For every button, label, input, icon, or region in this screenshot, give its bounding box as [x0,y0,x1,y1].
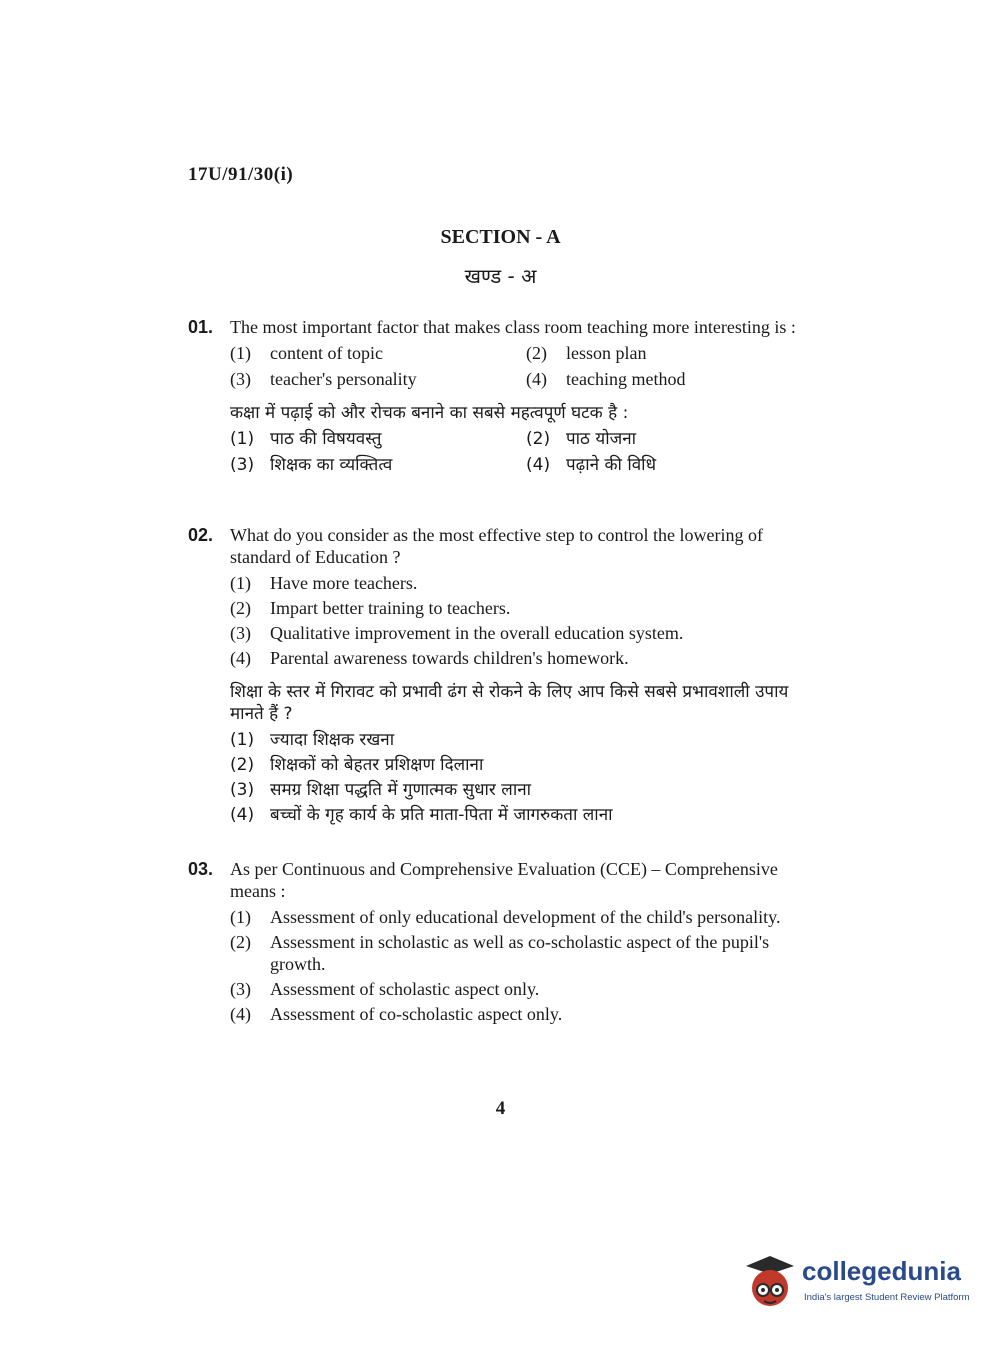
option [526,342,818,364]
option [230,622,818,644]
option-number: (1) [230,429,255,449]
option-text: teaching method [566,369,686,389]
option-text: Assessment in scholastic as well as co-scholastic aspect of the pupil's growth. [270,932,770,974]
question-2 [188,524,818,829]
question-text-hi: शिक्षा के स्तर में गिरावट को प्रभावी ढंग से रोकने के लिए आप किसे सबसे प्रभावशाली उपाय मानते हैं ? [230,682,789,724]
option-text: content of topic [270,343,383,363]
option-number: (1) [230,573,251,593]
options-hi [230,729,818,826]
option [230,572,818,594]
logo-name: collegedunia [802,1256,961,1286]
option-text: शिक्षकों को बेहतर प्रशिक्षण दिलाना [270,755,484,775]
option [230,931,818,975]
option [230,779,818,801]
option-text: Qualitative improvement in the overall education system. [270,623,684,643]
option-number: (4) [526,369,547,389]
option-text: बच्चों के गृह कार्य के प्रति माता-पिता में जागरुकता लाना [270,805,613,825]
option [230,804,818,826]
option [230,454,526,476]
option [230,597,818,619]
option [230,368,526,390]
options-en [230,342,818,390]
option-text: समग्र शिक्षा पद्धति में गुणात्मक सुधार लाना [270,780,532,800]
option-text: पाठ योजना [566,429,637,449]
option-text: Impart better training to teachers. [270,598,511,618]
option-number: (3) [230,369,251,389]
question-text-en: The most important factor that makes class room teaching more interesting is : [230,317,796,337]
section-title [0,226,1001,249]
option-text: Assessment of only educational development of the child's personality. [270,907,781,927]
mascot-icon [742,1250,798,1312]
option-text: lesson plan [566,343,647,363]
option [230,906,818,928]
option-text: Assessment of co-scholastic aspect only. [270,1004,563,1024]
question-number: 03. [188,859,214,879]
page-number: 4 [495,1098,506,1119]
option-number: (3) [230,979,251,999]
option-number: (2) [526,343,547,363]
option [230,754,818,776]
options-en [230,572,818,669]
options-hi [230,428,818,476]
question-text-en: What do you consider as the most effective step to control the lowering of standard of Education ? [230,525,764,567]
option [526,368,818,390]
collegedunia-logo[interactable] [742,1250,972,1312]
question-3 [188,858,818,1028]
option-number: (3) [230,455,255,475]
option-number: (1) [230,907,251,927]
option [230,978,818,1000]
logo-tagline: India's largest Student Review Platform [804,1292,970,1303]
option-text: Parental awareness towards children's homework. [270,648,629,668]
option-number: (4) [230,805,255,825]
option-text: पढ़ाने की विधि [566,455,657,475]
section-title-hindi: खण्ड - अ [464,264,537,288]
option-number: (3) [230,623,251,643]
question-number: 02. [188,525,214,545]
question-text-hi: कक्षा में पढ़ाई को और रोचक बनाने का सबसे महत्वपूर्ण घटक है : [230,403,629,423]
question-text-en: As per Continuous and Comprehensive Evaluation (CCE) – Comprehensive means : [230,859,778,901]
options-en [230,906,818,1025]
option-number: (2) [230,932,251,952]
section-title-en: SECTION - A [440,226,561,248]
option-text: शिक्षक का व्यक्तित्व [270,455,393,475]
option-text: पाठ की विषयवस्तु [270,429,382,449]
option-text: teacher's personality [270,369,417,389]
option-number: (2) [526,429,551,449]
option-number: (4) [526,455,551,475]
option [230,729,818,751]
option [526,454,818,476]
option-text: Assessment of scholastic aspect only. [270,979,540,999]
option-number: (1) [230,343,251,363]
option [230,428,526,450]
paper-code: 17U/91/30(i) [188,164,294,185]
option [230,647,818,669]
option-number: (1) [230,730,255,750]
option-number: (2) [230,755,255,775]
option-number: (3) [230,780,255,800]
option [230,1003,818,1025]
option [230,342,526,364]
question-number: 01. [188,317,214,337]
option-text: Have more teachers. [270,573,418,593]
option-number: (4) [230,1004,251,1024]
option-text: ज्यादा शिक्षक रखना [270,730,395,750]
option [526,428,818,450]
option-number: (4) [230,648,251,668]
question-1 [188,316,818,476]
option-number: (2) [230,598,251,618]
